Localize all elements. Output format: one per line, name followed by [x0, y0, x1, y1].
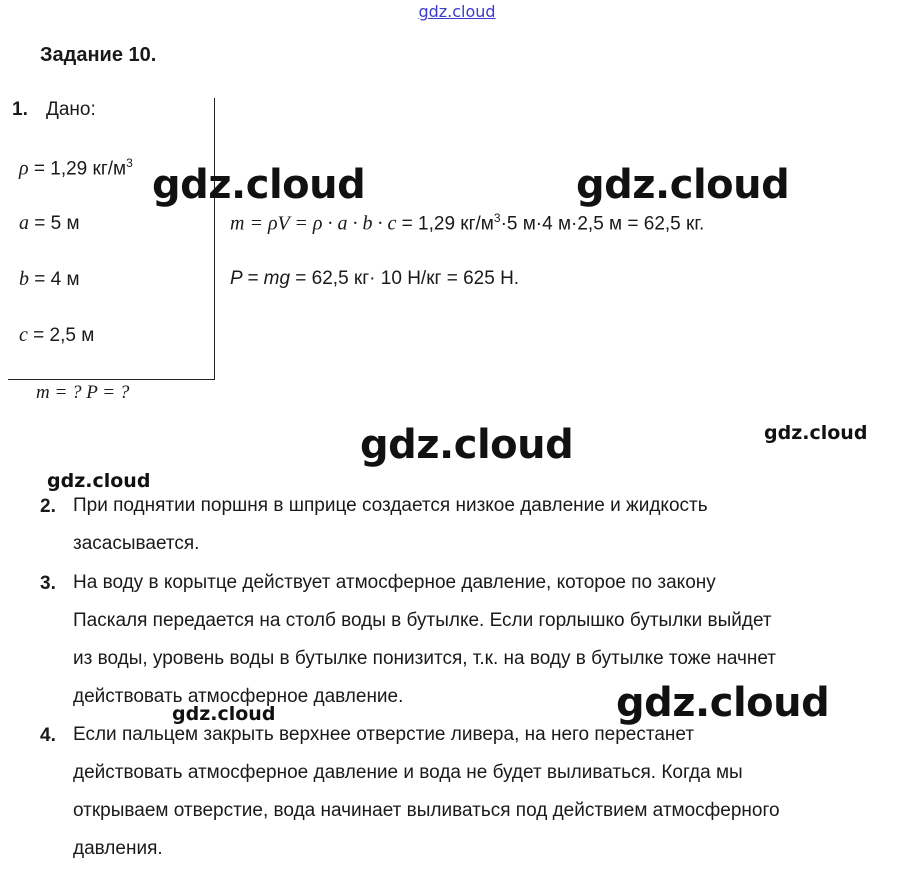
watermark: gdz.cloud	[616, 680, 830, 726]
watermark: gdz.cloud	[576, 162, 790, 208]
weight-formula-result: = 62,5 кг· 10 Н/кг = 625 Н.	[290, 268, 520, 289]
watermark-top-link[interactable]: gdz.cloud	[418, 2, 496, 21]
answer2-line: При поднятии поршня в шприце создается низкое давление и жидкость	[73, 495, 708, 516]
task1-number: 1.	[12, 99, 28, 120]
answer2-number: 2.	[40, 496, 56, 517]
find-unknowns: m = ? P = ?	[36, 382, 130, 403]
answer3-line: действовать атмосферное давление.	[73, 686, 404, 707]
mass-formula	[230, 211, 704, 235]
answer4-line: действовать атмосферное давление и вода не будет выливаться. Когда мы	[73, 762, 743, 783]
answer2-line: засасывается.	[73, 533, 200, 554]
b-symbol: b	[19, 268, 29, 290]
answer3-line: На воду в корытце действует атмосферное давление, которое по закону	[73, 572, 716, 593]
answer3-line: Паскаля передается на столб воды в бутылке. Если горлышко бутылки выйдет	[73, 610, 772, 631]
given-a	[19, 212, 80, 235]
watermark: gdz.cloud	[172, 703, 276, 725]
watermark: gdz.cloud	[764, 422, 868, 444]
given-rho	[19, 156, 133, 180]
task-title: Задание 10.	[40, 44, 157, 66]
answer3-number: 3.	[40, 573, 56, 594]
answer4-number: 4.	[40, 725, 56, 746]
answer4-line: давления.	[73, 838, 163, 859]
given-label: Дано:	[46, 99, 96, 120]
b-value: = 4 м	[29, 269, 80, 290]
rho-symbol: ρ	[19, 157, 29, 180]
given-divider-horizontal	[8, 379, 215, 380]
given-c	[19, 324, 94, 347]
given-divider-vertical	[214, 98, 215, 380]
mass-formula-value: = 1,29 кг/м	[396, 213, 494, 235]
watermark: gdz.cloud	[360, 422, 574, 468]
a-value: = 5 м	[29, 213, 80, 234]
mass-formula-symbols: m = ρV = ρ · a · b · c	[230, 212, 397, 235]
watermark: gdz.cloud	[47, 470, 151, 492]
weight-formula-symbols: P = mg	[230, 268, 291, 289]
given-b	[19, 268, 80, 291]
answer3-line: из воды, уровень воды в бутылке понизится, т.к. на воду в бутылке тоже начнет	[73, 648, 776, 669]
mass-formula-exponent: 3	[493, 211, 501, 225]
answer4-text	[73, 716, 780, 868]
a-symbol: a	[19, 212, 29, 234]
answer4-line: открываем отверстие, вода начинает выливаться под действием атмосферного	[73, 800, 780, 821]
mass-formula-result: ·5 м·4 м·2,5 м = 62,5 кг.	[500, 213, 705, 235]
c-symbol: c	[19, 324, 28, 346]
answer2-text	[73, 487, 708, 563]
rho-value: = 1,29 кг/м	[28, 158, 127, 180]
rho-exponent: 3	[126, 156, 133, 170]
watermark: gdz.cloud	[152, 162, 366, 208]
weight-formula	[230, 268, 519, 290]
c-value: = 2,5 м	[27, 325, 95, 346]
answer4-line: Если пальцем закрыть верхнее отверстие ливера, на него перестанет	[73, 724, 695, 745]
